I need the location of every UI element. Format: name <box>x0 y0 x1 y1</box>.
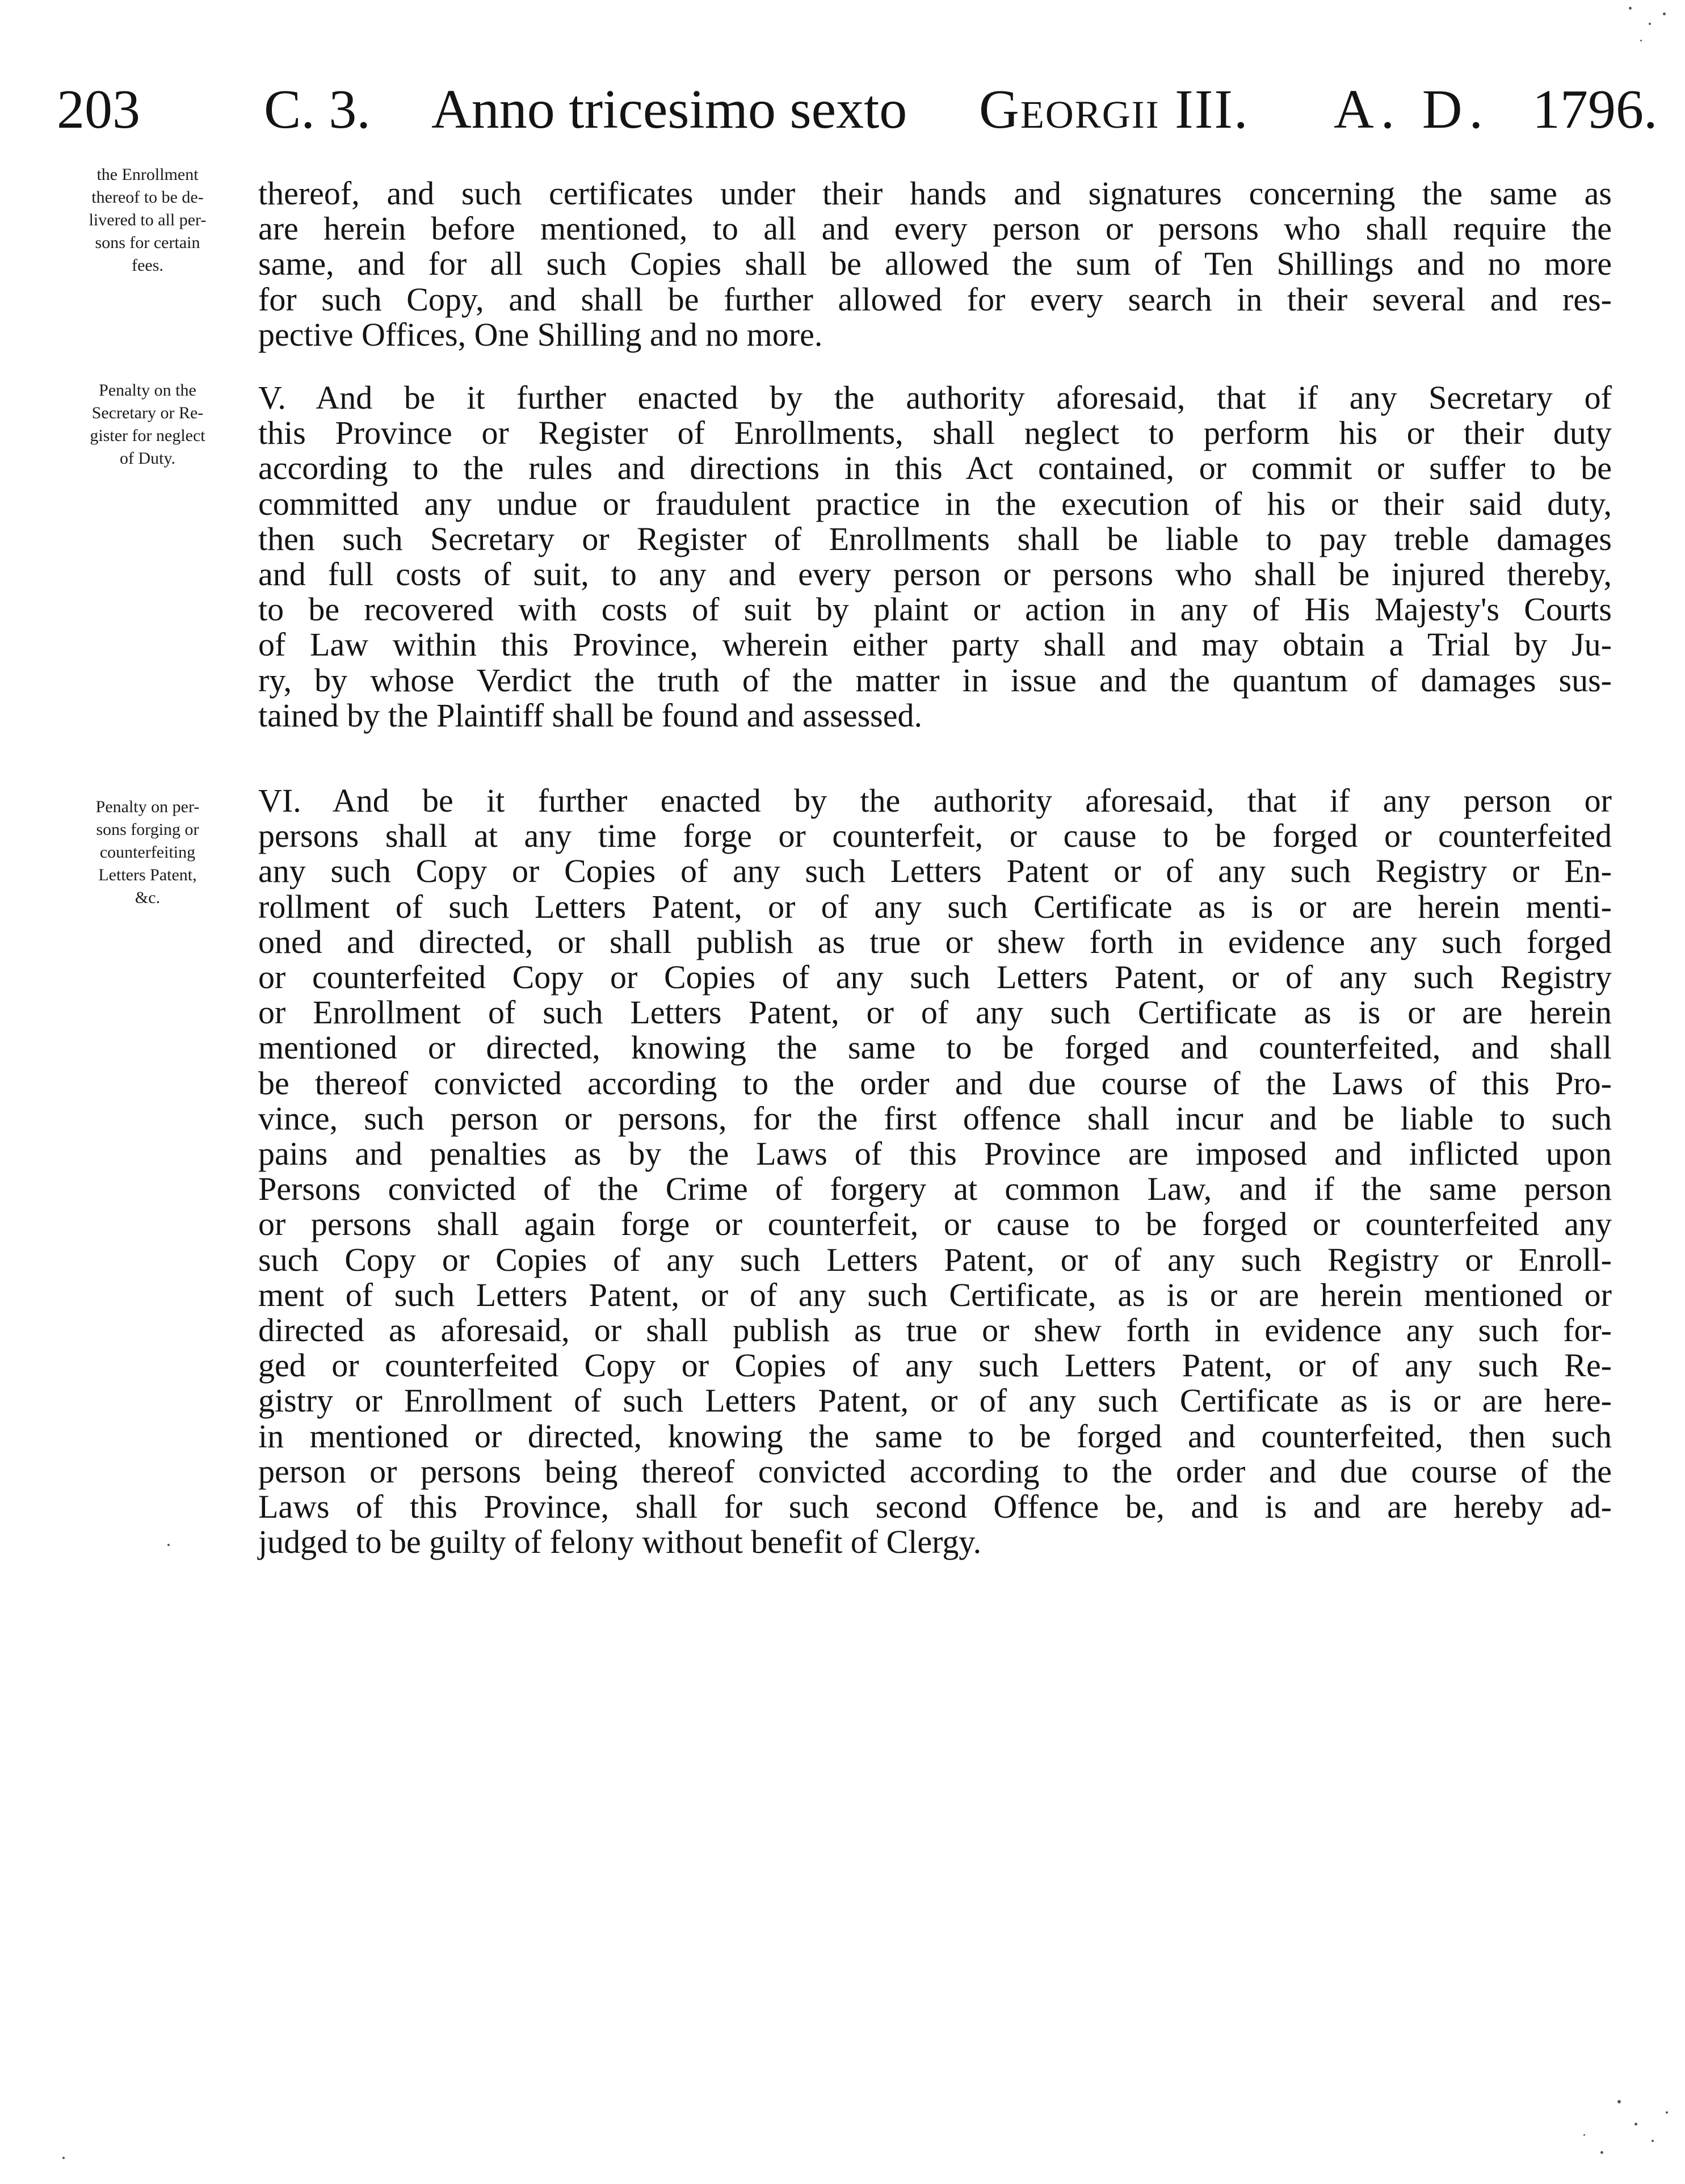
margin-note-penalty-forging <box>45 796 250 909</box>
margin-note-line: the Enrollment <box>96 165 199 184</box>
text-line: for such Copy, and shall be further allowed for every search in their several and res- <box>258 280 1612 318</box>
text-line: judged to be guilty of felony without benefit of Clergy. <box>258 1523 982 1561</box>
text-line: Laws of this Province, shall for such second Offence be, and is and are hereby ad- <box>258 1488 1612 1526</box>
section-v <box>258 380 1612 733</box>
text-line: any such Copy or Copies of any such Letters Patent or of any such Registry or En- <box>258 852 1612 890</box>
scan-speck <box>167 1544 170 1546</box>
text-line: pains and penalties as by the Laws of this Province are imposed and inflicted upon <box>258 1135 1612 1173</box>
text-line: or persons shall again forge or counterfeit, or cause to be forged or counterfeited any <box>258 1206 1612 1243</box>
chapter-number: C. 3. <box>264 79 371 140</box>
sovereign-name: Georgii III. <box>979 79 1249 140</box>
margin-note-copies-fees <box>45 163 250 277</box>
text-line: or counterfeited Copy or Copies of any such Letters Patent, or of any such Registry <box>258 959 1612 996</box>
scan-speck <box>1663 12 1666 15</box>
margin-note-line: gister for neglect <box>90 426 205 445</box>
text-line: mentioned or directed, knowing the same to be forged and counterfeited, and shall <box>258 1029 1612 1066</box>
margin-note-line: of Duty. <box>119 449 176 468</box>
text-line: persons shall at any time forge or counterfeit, or cause to be forged or counterfeited <box>258 817 1612 855</box>
section-vi <box>258 783 1612 1560</box>
scan-speck <box>1649 23 1651 25</box>
text-line: Persons convicted of the Crime of forgery at common Law, and if the same person <box>258 1170 1612 1208</box>
page-number: 203 <box>57 79 140 140</box>
text-line: vince, such person or persons, for the first offence shall incur and be liable to such <box>258 1099 1612 1137</box>
text-line: thereof, and such certificates under their hands and signatures concerning the same as <box>258 175 1612 212</box>
margin-note-line: fees. <box>132 256 163 275</box>
margin-note-line: sons for certain <box>95 233 200 252</box>
margin-note-line: counterfeiting <box>99 843 196 862</box>
text-line: of Law within this Province, wherein either party shall and may obtain a Trial by Ju- <box>258 626 1612 663</box>
text-line: ry, by whose Verdict the truth of the matter in issue and the quantum of damages sus- <box>258 661 1612 699</box>
scan-speck <box>62 2157 65 2159</box>
text-line: rollment of such Letters Patent, or of any such Certificate as is or are herein menti- <box>258 888 1612 925</box>
scan-speck <box>1629 7 1632 10</box>
margin-note-line: livered to all per- <box>89 211 207 229</box>
margin-note-line: Penalty on per- <box>95 797 200 816</box>
scan-speck <box>1652 2140 1654 2142</box>
text-line: directed as aforesaid, or shall publish as true or shew forth in evidence any such for- <box>258 1312 1612 1349</box>
text-line: be thereof convicted according to the order and due course of the Laws of this Pro- <box>258 1064 1612 1102</box>
margin-note-line: thereof to be de- <box>91 188 204 207</box>
text-line: such Copy or Copies of any such Letters Patent, or of any such Registry or Enroll- <box>258 1241 1612 1278</box>
text-line: pective Offices, One Shilling and no more. <box>258 316 823 353</box>
scan-speck <box>1617 2100 1621 2103</box>
text-line: V. And be it further enacted by the authority aforesaid, that if any Secretary of <box>258 379 1612 416</box>
text-line: then such Secretary or Register of Enrollments shall be liable to pay treble damages <box>258 520 1612 557</box>
text-line: ged or counterfeited Copy or Copies of any such Letters Patent, or of any such Re- <box>258 1347 1612 1384</box>
text-line: tained by the Plaintiff shall be found and assessed. <box>258 696 922 734</box>
margin-note-penalty-secretary <box>45 379 250 470</box>
text-line: in mentioned or directed, knowing the same to be forged and counterfeited, then such <box>258 1417 1612 1455</box>
anno-domini-label: A. D. <box>1334 79 1490 140</box>
scan-speck <box>1666 2111 1668 2114</box>
year: 1796. <box>1532 79 1658 140</box>
text-line: according to the rules and directions in this Act contained, or commit or suffer to be <box>258 450 1612 487</box>
running-header <box>57 67 1658 152</box>
scan-speck <box>1640 40 1642 41</box>
text-line: this Province or Register of Enrollments, shall neglect to perform his or their duty <box>258 414 1612 452</box>
text-line: same, and for all such Copies shall be allowed the sum of Ten Shillings and no more <box>258 245 1612 283</box>
text-line: gistry or Enrollment of such Letters Patent, or of any such Certificate as is or are here- <box>258 1382 1612 1419</box>
text-line: and full costs of suit, to any and every person or persons who shall be injured thereby, <box>258 556 1612 593</box>
scan-speck <box>1634 2123 1637 2126</box>
scan-speck <box>1600 2151 1603 2154</box>
section-continuation <box>258 176 1612 352</box>
text-line: ment of such Letters Patent, or of any such Certificate, as is or are herein mentioned or <box>258 1276 1612 1313</box>
text-line: to be recovered with costs of suit by plaint or action in any of His Majesty's Courts <box>258 591 1612 628</box>
margin-note-line: Secretary or Re- <box>91 404 204 422</box>
text-line: oned and directed, or shall publish as true or shew forth in evidence any such forged <box>258 923 1612 960</box>
text-line: committed any undue or fraudulent practice in the execution of his or their said duty, <box>258 485 1612 522</box>
margin-note-line: sons forging or <box>96 820 199 839</box>
text-line: person or persons being thereof convicted according to the order and due course of the <box>258 1452 1612 1490</box>
margin-note-line: Penalty on the <box>99 381 196 400</box>
text-line: are herein before mentioned, to all and every person or persons who shall require the <box>258 210 1612 247</box>
margin-note-line: Letters Patent, <box>98 866 197 884</box>
scan-speck <box>1583 2134 1585 2136</box>
regnal-year-title: Anno tricesimo sexto <box>431 79 907 140</box>
margin-note-line: &c. <box>135 888 161 907</box>
text-line: or Enrollment of such Letters Patent, or of any such Certificate as is or are herein <box>258 994 1612 1031</box>
text-line: VI. And be it further enacted by the authority aforesaid, that if any person or <box>258 782 1612 819</box>
